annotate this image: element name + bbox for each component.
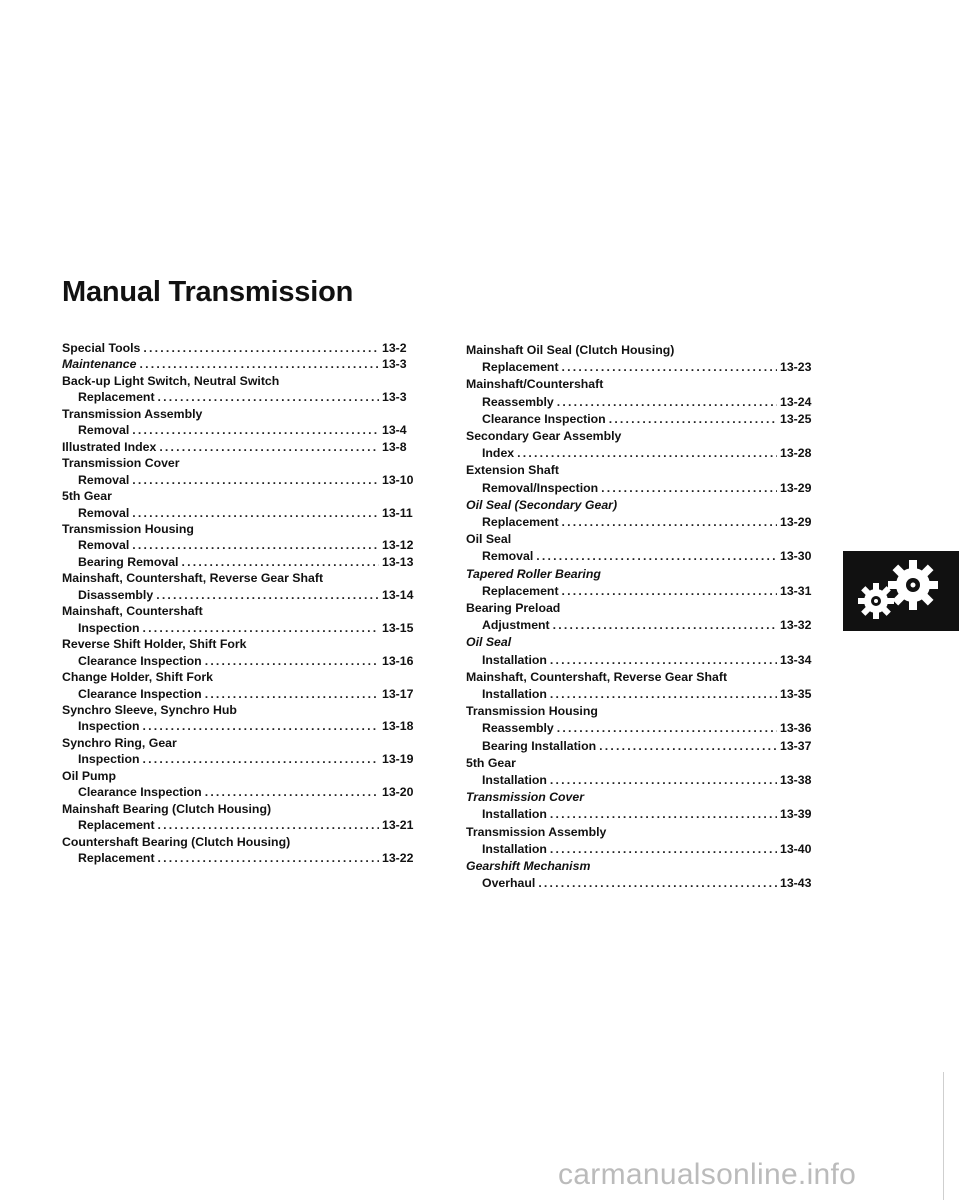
toc-subentry: [466, 445, 822, 462]
toc-subentry: [62, 472, 424, 488]
toc-label: Reverse Shift Holder, Shift Fork: [62, 637, 247, 652]
dot-leader: [143, 718, 380, 734]
dot-leader: [159, 439, 379, 455]
dot-leader: [132, 472, 379, 488]
toc-label: Inspection: [78, 719, 140, 734]
toc-label: Secondary Gear Assembly: [466, 429, 622, 444]
toc-entry: [466, 566, 822, 583]
dot-leader: [132, 537, 379, 553]
toc-entry: [62, 603, 424, 619]
dot-leader: [557, 720, 777, 737]
toc-label: Synchro Sleeve, Synchro Hub: [62, 702, 237, 717]
toc-subentry: [62, 686, 424, 702]
toc-label: Illustrated Index: [62, 439, 157, 454]
toc-page-number: 13-23: [780, 360, 812, 375]
toc-label: Installation: [482, 773, 547, 788]
toc-page-number: 13-38: [780, 773, 812, 788]
toc-subentry: [62, 505, 424, 521]
toc-entry: [466, 824, 822, 841]
dot-leader: [143, 620, 380, 636]
toc-label: Reassembly: [482, 394, 554, 409]
toc-subentry: [62, 718, 424, 734]
toc-entry: [466, 376, 822, 393]
toc-label: Bearing Removal: [78, 554, 179, 569]
toc-page-number: 13-21: [382, 818, 414, 833]
toc-label: Mainshaft/Countershaft: [466, 377, 604, 392]
toc-label: Installation: [482, 841, 547, 856]
toc-subentry: [62, 537, 424, 553]
toc-subentry: [466, 772, 822, 789]
toc-label: Replacement: [78, 818, 155, 833]
toc-entry: [466, 703, 822, 720]
toc-label: Inspection: [78, 620, 140, 635]
toc-subentry: [466, 548, 822, 565]
toc-label: Removal: [482, 549, 534, 564]
toc-entry: [62, 669, 424, 685]
toc-entry: [466, 755, 822, 772]
toc-subentry: [466, 806, 822, 823]
toc-label: Installation: [482, 807, 547, 822]
toc-page-number: 13-28: [780, 446, 812, 461]
toc-subentry: [466, 359, 822, 376]
toc-page-number: 13-10: [382, 472, 414, 487]
toc-subentry: [466, 841, 822, 858]
toc-entry: [466, 531, 822, 548]
toc-subentry: [466, 617, 822, 634]
toc-left-column: [62, 340, 424, 867]
toc-label: Adjustment: [482, 618, 550, 633]
toc-label: 5th Gear: [62, 489, 112, 504]
toc-label: Removal/Inspection: [482, 480, 599, 495]
toc-page-number: 13-32: [780, 618, 812, 633]
toc-entry: [466, 497, 822, 514]
toc-label: Transmission Assembly: [62, 406, 203, 421]
toc-label: Gearshift Mechanism: [466, 859, 591, 874]
toc-label: Change Holder, Shift Fork: [62, 670, 213, 685]
toc-page-number: 13-37: [780, 738, 812, 753]
dot-leader: [205, 784, 379, 800]
toc-subentry: [466, 686, 822, 703]
toc-page-number: 13-8: [382, 439, 407, 454]
toc-label: Clearance Inspection: [482, 411, 606, 426]
toc-entry: [466, 789, 822, 806]
dot-leader: [205, 686, 379, 702]
watermark: carmanualsonline.info: [558, 1158, 857, 1191]
toc-label: Clearance Inspection: [78, 785, 202, 800]
toc-label: Tapered Roller Bearing: [466, 566, 601, 581]
dot-leader: [158, 817, 379, 833]
dot-leader: [562, 514, 777, 531]
dot-leader: [550, 806, 777, 823]
toc-page-number: 13-20: [382, 785, 414, 800]
toc-label: Removal: [78, 505, 130, 520]
toc-label: Mainshaft, Countershaft, Reverse Gear Shaft: [466, 669, 728, 684]
toc-entry: [62, 340, 424, 356]
toc-page-number: 13-4: [382, 423, 407, 438]
toc-page-number: 13-12: [382, 538, 414, 553]
toc-page-number: 13-43: [780, 876, 812, 891]
toc-label: Oil Seal (Secondary Gear): [466, 497, 618, 512]
toc-subentry: [62, 620, 424, 636]
toc-page-number: 13-34: [780, 652, 812, 667]
toc-entry: [466, 600, 822, 617]
dot-leader: [550, 652, 777, 669]
toc-page-number: 13-30: [780, 549, 812, 564]
toc-label: Mainshaft Bearing (Clutch Housing): [62, 801, 272, 816]
toc-subentry: [62, 554, 424, 570]
toc-label: Back-up Light Switch, Neutral Switch: [62, 373, 280, 388]
toc-entry: [466, 428, 822, 445]
toc-subentry: [62, 389, 424, 405]
toc-subentry: [466, 652, 822, 669]
toc-label: Bearing Preload: [466, 601, 561, 616]
toc-page-number: 13-16: [382, 653, 414, 668]
toc-entry: [62, 636, 424, 652]
toc-label: Synchro Ring, Gear: [62, 735, 177, 750]
toc-label: Transmission Housing: [62, 521, 194, 536]
toc-entry: [466, 342, 822, 359]
toc-label: Oil Seal: [466, 635, 512, 650]
toc-page-number: 13-25: [780, 411, 812, 426]
toc-subentry: [62, 587, 424, 603]
toc-page-number: 13-24: [780, 394, 812, 409]
toc-label: Oil Seal: [466, 532, 512, 547]
toc-label: Countershaft Bearing (Clutch Housing): [62, 834, 291, 849]
toc-page-number: 13-19: [382, 752, 414, 767]
toc-label: Removal: [78, 472, 130, 487]
toc-entry: [62, 702, 424, 718]
toc-label: Oil Pump: [62, 768, 116, 783]
toc-entry: [62, 406, 424, 422]
toc-subentry: [466, 583, 822, 600]
toc-page-number: 13-11: [382, 505, 413, 520]
toc-label: Replacement: [482, 515, 559, 530]
toc-right-column: [466, 342, 822, 893]
toc-entry: [62, 455, 424, 471]
toc-entry: [62, 834, 424, 850]
toc-page-number: 13-3: [382, 357, 407, 372]
toc-label: Special Tools: [62, 341, 141, 355]
toc-label: Installation: [482, 652, 547, 667]
dot-leader: [553, 617, 777, 634]
dot-leader: [562, 583, 777, 600]
toc-entry: [62, 488, 424, 504]
toc-label: Clearance Inspection: [78, 686, 202, 701]
dot-leader: [599, 738, 777, 755]
toc-entry: [62, 768, 424, 784]
toc-label: Replacement: [78, 390, 155, 405]
toc-page-number: 13-29: [780, 480, 812, 495]
toc-entry: [62, 570, 424, 586]
toc-label: Disassembly: [78, 587, 154, 602]
toc-page-number: 13-22: [382, 851, 414, 866]
dot-leader: [132, 422, 379, 438]
toc-entry: [62, 735, 424, 751]
toc-label: Replacement: [78, 851, 155, 866]
gears-icon: [843, 551, 959, 631]
toc-label: Transmission Cover: [466, 790, 585, 805]
scan-line: [943, 1072, 944, 1200]
dot-leader: [550, 841, 777, 858]
toc-entry: [62, 521, 424, 537]
toc-page-number: 13-40: [780, 841, 812, 856]
dot-leader: [536, 548, 777, 565]
toc-page-number: 13-3: [382, 390, 407, 405]
toc-subentry: [62, 817, 424, 833]
toc-label: Transmission Assembly: [466, 824, 607, 839]
toc-entry: [62, 801, 424, 817]
toc-label: Replacement: [482, 360, 559, 375]
toc-subentry: [466, 738, 822, 755]
toc-subentry: [466, 480, 822, 497]
dot-leader: [158, 850, 379, 866]
toc-label: Clearance Inspection: [78, 653, 202, 668]
toc-page-number: 13-15: [382, 620, 414, 635]
toc-page-number: 13-35: [780, 687, 812, 702]
dot-leader: [143, 340, 379, 356]
toc-subentry: [466, 514, 822, 531]
toc-label: 5th Gear: [466, 755, 516, 770]
toc-label: Extension Shaft: [466, 463, 559, 478]
toc-label: Reassembly: [482, 721, 554, 736]
toc-page-number: 13-2: [382, 341, 407, 355]
toc-subentry: [466, 411, 822, 428]
dot-leader: [550, 686, 777, 703]
toc-label: Inspection: [78, 752, 140, 767]
toc-entry: [466, 669, 822, 686]
toc-page-number: 13-18: [382, 719, 414, 734]
toc-subentry: [62, 653, 424, 669]
dot-leader: [557, 394, 777, 411]
dot-leader: [139, 356, 379, 372]
toc-entry: [62, 439, 424, 455]
toc-entry: [466, 462, 822, 479]
dot-leader: [143, 751, 380, 767]
dot-leader: [181, 554, 379, 570]
dot-leader: [517, 445, 777, 462]
toc-subentry: [466, 720, 822, 737]
toc-label: Installation: [482, 687, 547, 702]
toc-label: Mainshaft Oil Seal (Clutch Housing): [466, 343, 675, 357]
toc-label: Index: [482, 446, 515, 461]
dot-leader: [562, 359, 777, 376]
toc-label: Mainshaft, Countershaft, Reverse Gear Shaft: [62, 571, 324, 586]
toc-page-number: 13-13: [382, 554, 414, 569]
toc-label: Bearing Installation: [482, 738, 597, 753]
toc-page-number: 13-17: [382, 686, 414, 701]
toc-page-number: 13-31: [780, 583, 812, 598]
toc-page-number: 13-14: [382, 587, 414, 602]
toc-entry: [466, 858, 822, 875]
toc-label: Removal: [78, 423, 130, 438]
toc-label: Transmission Cover: [62, 456, 180, 471]
page-title: Manual Transmission: [62, 276, 354, 308]
toc-subentry: [62, 751, 424, 767]
toc-subentry: [62, 784, 424, 800]
toc-entry: [62, 356, 424, 372]
dot-leader: [550, 772, 777, 789]
toc-subentry: [62, 850, 424, 866]
toc-label: Transmission Housing: [466, 704, 598, 719]
dot-leader: [156, 587, 379, 603]
toc-subentry: [466, 394, 822, 411]
dot-leader: [538, 875, 777, 892]
toc-page-number: 13-36: [780, 721, 812, 736]
dot-leader: [132, 505, 379, 521]
dot-leader: [601, 480, 777, 497]
toc-subentry: [466, 875, 822, 892]
toc-page-number: 13-39: [780, 807, 812, 822]
toc-page-number: 13-29: [780, 515, 812, 530]
toc-label: Removal: [78, 538, 130, 553]
dot-leader: [205, 653, 379, 669]
toc-entry: [62, 373, 424, 389]
toc-label: Maintenance: [62, 357, 137, 372]
dot-leader: [158, 389, 379, 405]
toc-label: Mainshaft, Countershaft: [62, 604, 203, 619]
toc-subentry: [62, 422, 424, 438]
toc-label: Overhaul: [482, 876, 536, 891]
dot-leader: [609, 411, 777, 428]
toc-entry: [466, 634, 822, 651]
toc-label: Replacement: [482, 583, 559, 598]
